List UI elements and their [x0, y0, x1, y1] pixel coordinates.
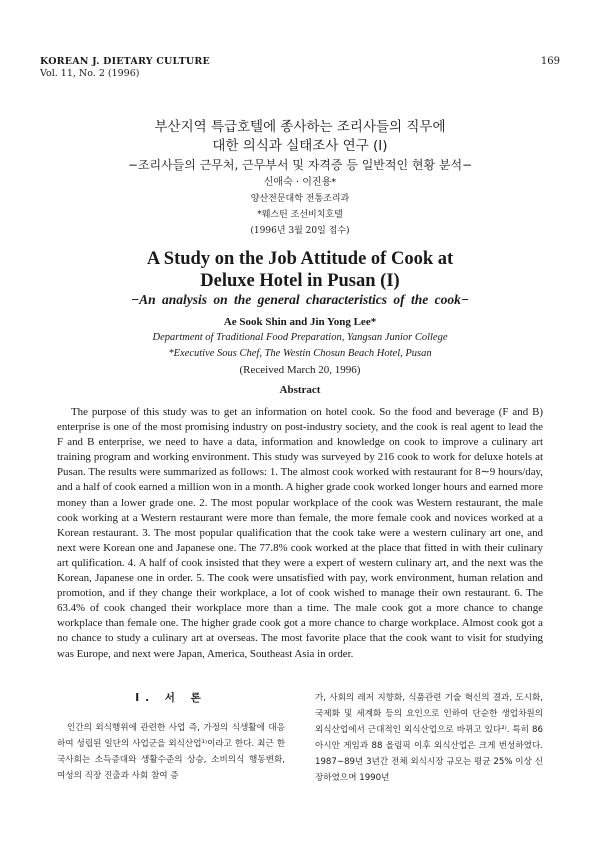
intro-paragraph-left: 인간의 외식행위에 관련한 사업 즉, 가정의 식생활에 대응하여 성립된 일단의 사업군을 외식산업¹⁾이라고 한다. 최근 한국사회는 소득증대와 생활수준의 상승, 소비의식 행동변화, 여성의 직장 진출과 사회 참여 증 — [57, 723, 285, 781]
section-heading-introduction: I. 서 론 — [135, 692, 207, 704]
english-subtitle: −An analysis on the general characteristics of the cook− — [130, 292, 470, 307]
korean-received-date: (1996년 3월 20일 접수) — [250, 226, 350, 236]
korean-author-block — [60, 175, 540, 239]
english-authors: Ae Sook Shin and Jin Yong Lee* — [223, 316, 377, 328]
english-affiliation-2: *Executive Sous Chef, The Westin Chosun Beach Hotel, Pusan — [168, 348, 432, 359]
korean-authors: 신애숙 · 이진용* — [263, 177, 337, 188]
korean-affiliation-2: *웨스틴 조선비치호텔 — [257, 210, 343, 220]
journal-name: KOREAN J. DIETARY CULTURE — [40, 56, 210, 67]
abstract-text: The purpose of this study was to get an information on hotel cook. So the food and beverage (F and B) enterprise is one of the most promising industry on post-industry society, and the cook is real agent to lead the F and B enterprise, we need to have a data, information and knowledge on cook to improve a culinary art training program and working environment. This study was surveyed by 216 cook to work for deluxe hotels at Pusan. The results were summarized as follows: 1. The almost cook worked with restaurant for 8∼9 hours/day, and a half of cook earned a million won in a month. A higher grade cook worked longer hours and earned more money than a lower grade one. 2. The most popular workplace of the cook was Western restaurant, the male cook working at a Western restaurant were more than female, the more female cook and novices worked at a Korean restaurant. 3. The most popular qualification that the cook take were a western culinary art one, and next were Korean one and Japanese one. The 77.8% cook worked at the place that fitted in with their culinary art qulification. 4. A half of cook insisted that they were a expert of western culinary art, and the next was the Korean, Japanese one in order. 5. The cook were unsatisfied with pay, work environment, human relation and promotion, and if they change their workplace, a lot of cook wished to manage their own restaurant. 6. The 63.4% of cook changed their workplace more than a time. The male cook got a more chance to change workplace than female one. The higher grade cook got a more chance to charge workplace. Almost cook got a no chance to study a culinary art at overseas. The most favorite place that the cook want to visit for studying was Europe, and next were Japan, America, Southeast Asia in order. — [57, 406, 543, 660]
korean-title-line-2: 대한 의식과 실태조사 연구 (I) — [212, 138, 388, 154]
korean-affiliation-1: 양산전문대학 전통조리과 — [250, 194, 350, 204]
english-title-line-1: A Study on the Job Attitude of Cook at — [146, 249, 454, 269]
korean-subtitle: −조리사들의 근무처, 근무부서 및 자격증 등 일반적인 현황 분석− — [127, 158, 473, 172]
english-affiliation-1: Department of Traditional Food Preparation, Yangsan Junior College — [152, 332, 448, 343]
korean-title — [60, 118, 540, 175]
abstract-heading: Abstract — [279, 384, 321, 396]
intro-left-column — [57, 690, 285, 784]
english-title-line-2: Deluxe Hotel in Pusan (I) — [200, 271, 400, 291]
english-author-block — [40, 314, 560, 378]
journal-header — [40, 56, 210, 80]
korean-title-line-1: 부산지역 특급호텔에 종사하는 조리사들의 직무에 — [154, 119, 446, 135]
page-number: 169 — [540, 56, 560, 67]
intro-paragraph-right: 가, 사회의 레저 지향화, 식품관련 기술 혁신의 결과, 도시화, 국제화 및 세계화 등의 요인으로 인하여 단순한 생업차원의 외식산업에서 근대적인 외식산업으로 바뀌고 있다²⁾. 특히 86 아시안 게임과 88 올림픽 이후 외식산업은 크게 번성하였다. 1987∼89년 3년간 전체 외식시장 규모는 평균 25% 이상 신장하였으며 1990년 — [315, 693, 543, 783]
english-received-date: (Received March 20, 1996) — [239, 364, 361, 376]
journal-volume: Vol. 11, No. 2 (1996) — [40, 68, 140, 79]
english-title — [40, 248, 560, 292]
intro-right-column — [315, 690, 543, 786]
